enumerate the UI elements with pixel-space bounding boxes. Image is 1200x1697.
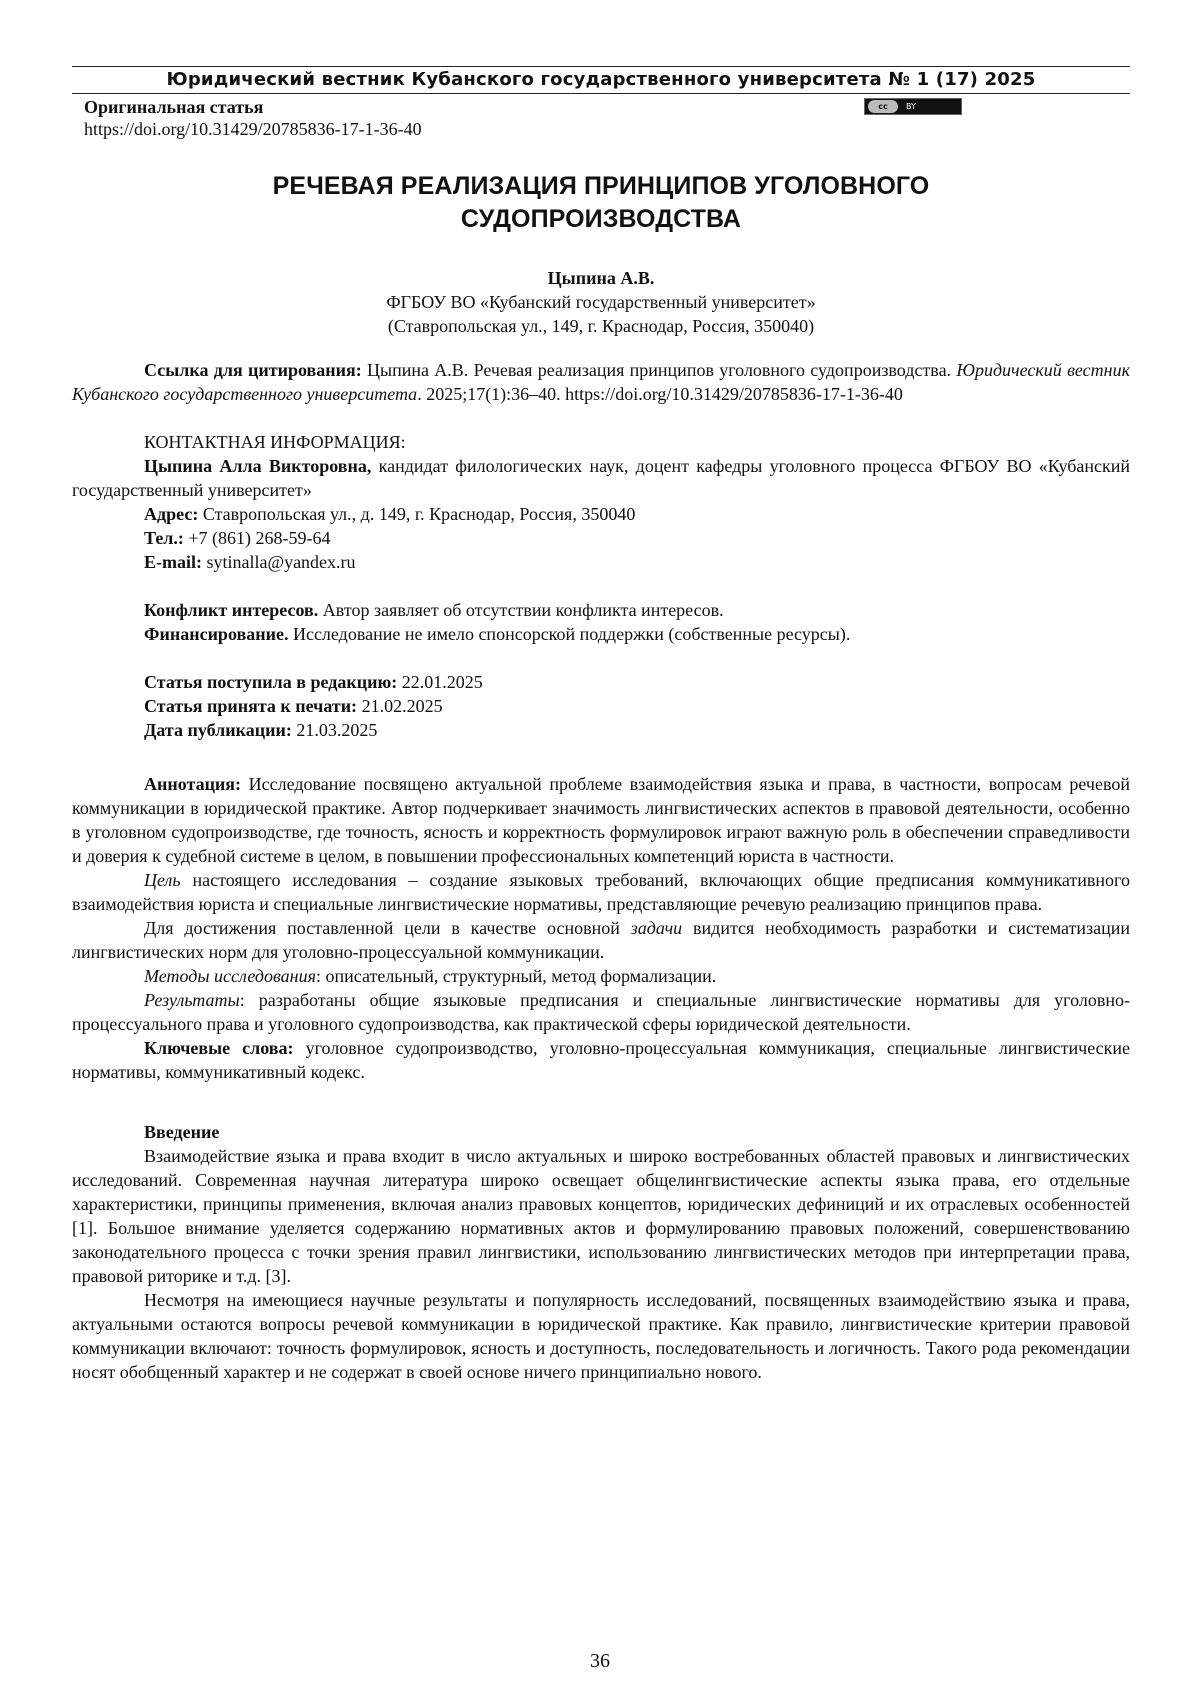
intro-heading: Введение <box>144 1122 219 1142</box>
contact-position: кандидат филологических наук, доцент кафедры уголовного процесса ФГБОУ ВО «Кубанский государственный университет» <box>72 456 1130 500</box>
page <box>72 66 1130 1384</box>
date-published <box>72 718 1130 742</box>
by-icon: BY <box>906 96 916 118</box>
abstract-paragraph <box>72 772 1130 868</box>
contact-person <box>72 454 1130 502</box>
funding <box>72 622 1130 646</box>
accepted-label: Статья принята к печати: <box>144 696 357 716</box>
abstract-results <box>72 988 1130 1036</box>
abstract-task <box>72 916 1130 964</box>
introduction-section <box>72 1120 1130 1384</box>
abstract-goal <box>72 868 1130 916</box>
title-line-2: СУДОПРОИЗВОДСТВА <box>72 203 1130 236</box>
cc-by-license-icon[interactable] <box>864 98 962 115</box>
page-number: 36 <box>0 1650 1200 1673</box>
abstract-text: Исследование посвящено актуальной проблеме взаимодействия языка и права, в частности, вопросам речевой коммуникации в юридической практике. Автор подчеркивает значимость лингвистических аспектов в правовой деятельности, особенно в уголовном судопроизводстве, где точность, ясность и корректность формулировок играют важную роль в обеспечении справедливости и доверия к судебной системе в целом, в повышении профессиональных компетенций юриста в частности. <box>72 774 1130 866</box>
author-affiliation: ФГБОУ ВО «Кубанский государственный университет» <box>72 290 1130 314</box>
email-label: E-mail: <box>144 552 202 572</box>
contact-full-name: Цыпина Алла Викторовна, <box>144 456 371 476</box>
address-value: Ставропольская ул., д. 149, г. Краснодар, Россия, 350040 <box>198 504 635 524</box>
published-label: Дата публикации: <box>144 720 292 740</box>
keywords <box>72 1036 1130 1084</box>
abstract <box>72 772 1130 1084</box>
accepted-value: 21.02.2025 <box>357 696 443 716</box>
funding-text: Исследование не имело спонсорской поддержки (собственные ресурсы). <box>288 624 850 644</box>
article-meta <box>72 96 1130 140</box>
cc-icon: cc <box>868 100 898 113</box>
date-accepted <box>72 694 1130 718</box>
funding-label: Финансирование. <box>144 624 288 644</box>
citation-tail: . 2025;17(1):36–40. https://doi.org/10.31429/20785836-17-1-36-40 <box>417 384 903 404</box>
doi-link[interactable]: https://doi.org/10.31429/20785836-17-1-36-40 <box>84 118 1130 140</box>
contact-heading: КОНТАКТНАЯ ИНФОРМАЦИЯ: <box>72 430 1130 454</box>
author-name: Цыпина А.В. <box>72 266 1130 290</box>
article-type: Оригинальная статья <box>84 96 1130 118</box>
journal-header: Юридический вестник Кубанского государственного университета № 1 (17) 2025 <box>72 66 1130 94</box>
keywords-label: Ключевые слова: <box>144 1038 294 1058</box>
contact-info <box>72 430 1130 574</box>
email-value[interactable]: sytinalla@yandex.ru <box>202 552 356 572</box>
intro-heading-line <box>72 1120 1130 1144</box>
conflict-of-interest <box>72 598 1130 622</box>
received-label: Статья поступила в редакцию: <box>144 672 397 692</box>
conflict-label: Конфликт интересов. <box>144 600 318 620</box>
task-label: задачи <box>631 918 682 938</box>
abstract-label: Аннотация: <box>144 774 241 794</box>
author-address: (Ставропольская ул., 149, г. Краснодар, Россия, 350040) <box>72 314 1130 338</box>
results-label: Результаты <box>144 990 240 1010</box>
phone-label: Тел.: <box>144 528 184 548</box>
goal-text: настоящего исследования – создание языковых требований, включающих общие предписания коммуникативного взаимодействия юриста и специальные лингвистические нормативы, представляющие речевую реализацию принципов права. <box>72 870 1130 914</box>
author-block <box>72 266 1130 338</box>
phone-value: +7 (861) 268-59-64 <box>184 528 331 548</box>
task-text: видится необходимость разработки и систематизации лингвистических норм для уголовно-процессуальной коммуникации. <box>72 918 1130 962</box>
address-label: Адрес: <box>144 504 198 524</box>
citation-label: Ссылка для цитирования: <box>144 360 362 380</box>
intro-paragraph-1: Взаимодействие языка и права входит в число актуальных и широко востребованных областей правовых и лингвистических исследований. Современная научная литература широко освещает общелингвистические аспекты языка права, его отдельные характеристики, принципы применения, включая анализ правовых концептов, юридических дефиниций и их отраслевых особенностей [1]. Большое внимание уделяется содержанию нормативных актов и формулированию правовых положений, совершенствованию законодательного процесса с точки зрения правил лингвистики, использованию лингвистических методов при интерпретации права, правовой риторике и т.д. [3]. <box>72 1144 1130 1288</box>
contact-email <box>72 550 1130 574</box>
keywords-text: уголовное судопроизводство, уголовно-процессуальная коммуникация, специальные лингвистические нормативы, коммуникативный кодекс. <box>72 1038 1130 1082</box>
received-value: 22.01.2025 <box>397 672 483 692</box>
conflict-text: Автор заявляет об отсутствии конфликта интересов. <box>318 600 723 620</box>
citation-journal: Юридический вестник Кубанского государственного университета <box>72 360 1130 404</box>
citation <box>72 358 1130 406</box>
methods-label: Методы исследования <box>144 966 316 986</box>
citation-text: Цыпина А.В. Речевая реализация принципов уголовного судопроизводства. <box>362 360 957 380</box>
article-title <box>72 170 1130 236</box>
contact-address <box>72 502 1130 526</box>
disclosures <box>72 598 1130 646</box>
goal-label: Цель <box>144 870 181 890</box>
title-line-1: РЕЧЕВАЯ РЕАЛИЗАЦИЯ ПРИНЦИПОВ УГОЛОВНОГО <box>72 170 1130 203</box>
intro-paragraph-2: Несмотря на имеющиеся научные результаты и популярность исследований, посвященных взаимодействию языка и права, актуальными остаются вопросы речевой коммуникации в юридической практике. Как правило, лингвистические критерии правовой коммуникации включают: точность формулировок, ясность и доступность, последовательность и логичность. Такого рода рекомендации носят обобщенный характер и не содержат в своей основе ничего принципиально нового. <box>72 1288 1130 1384</box>
results-text: : разработаны общие языковые предписания и специальные лингвистические нормативы для уголовно-процессуального права и уголовного судопроизводства, как практической сферы юридической деятельности. <box>72 990 1130 1034</box>
abstract-methods <box>72 964 1130 988</box>
task-prefix: Для достижения поставленной цели в качестве основной <box>144 918 631 938</box>
contact-phone <box>72 526 1130 550</box>
published-value: 21.03.2025 <box>292 720 378 740</box>
dates <box>72 670 1130 742</box>
methods-text: : описательный, структурный, метод формализации. <box>316 966 716 986</box>
date-received <box>72 670 1130 694</box>
